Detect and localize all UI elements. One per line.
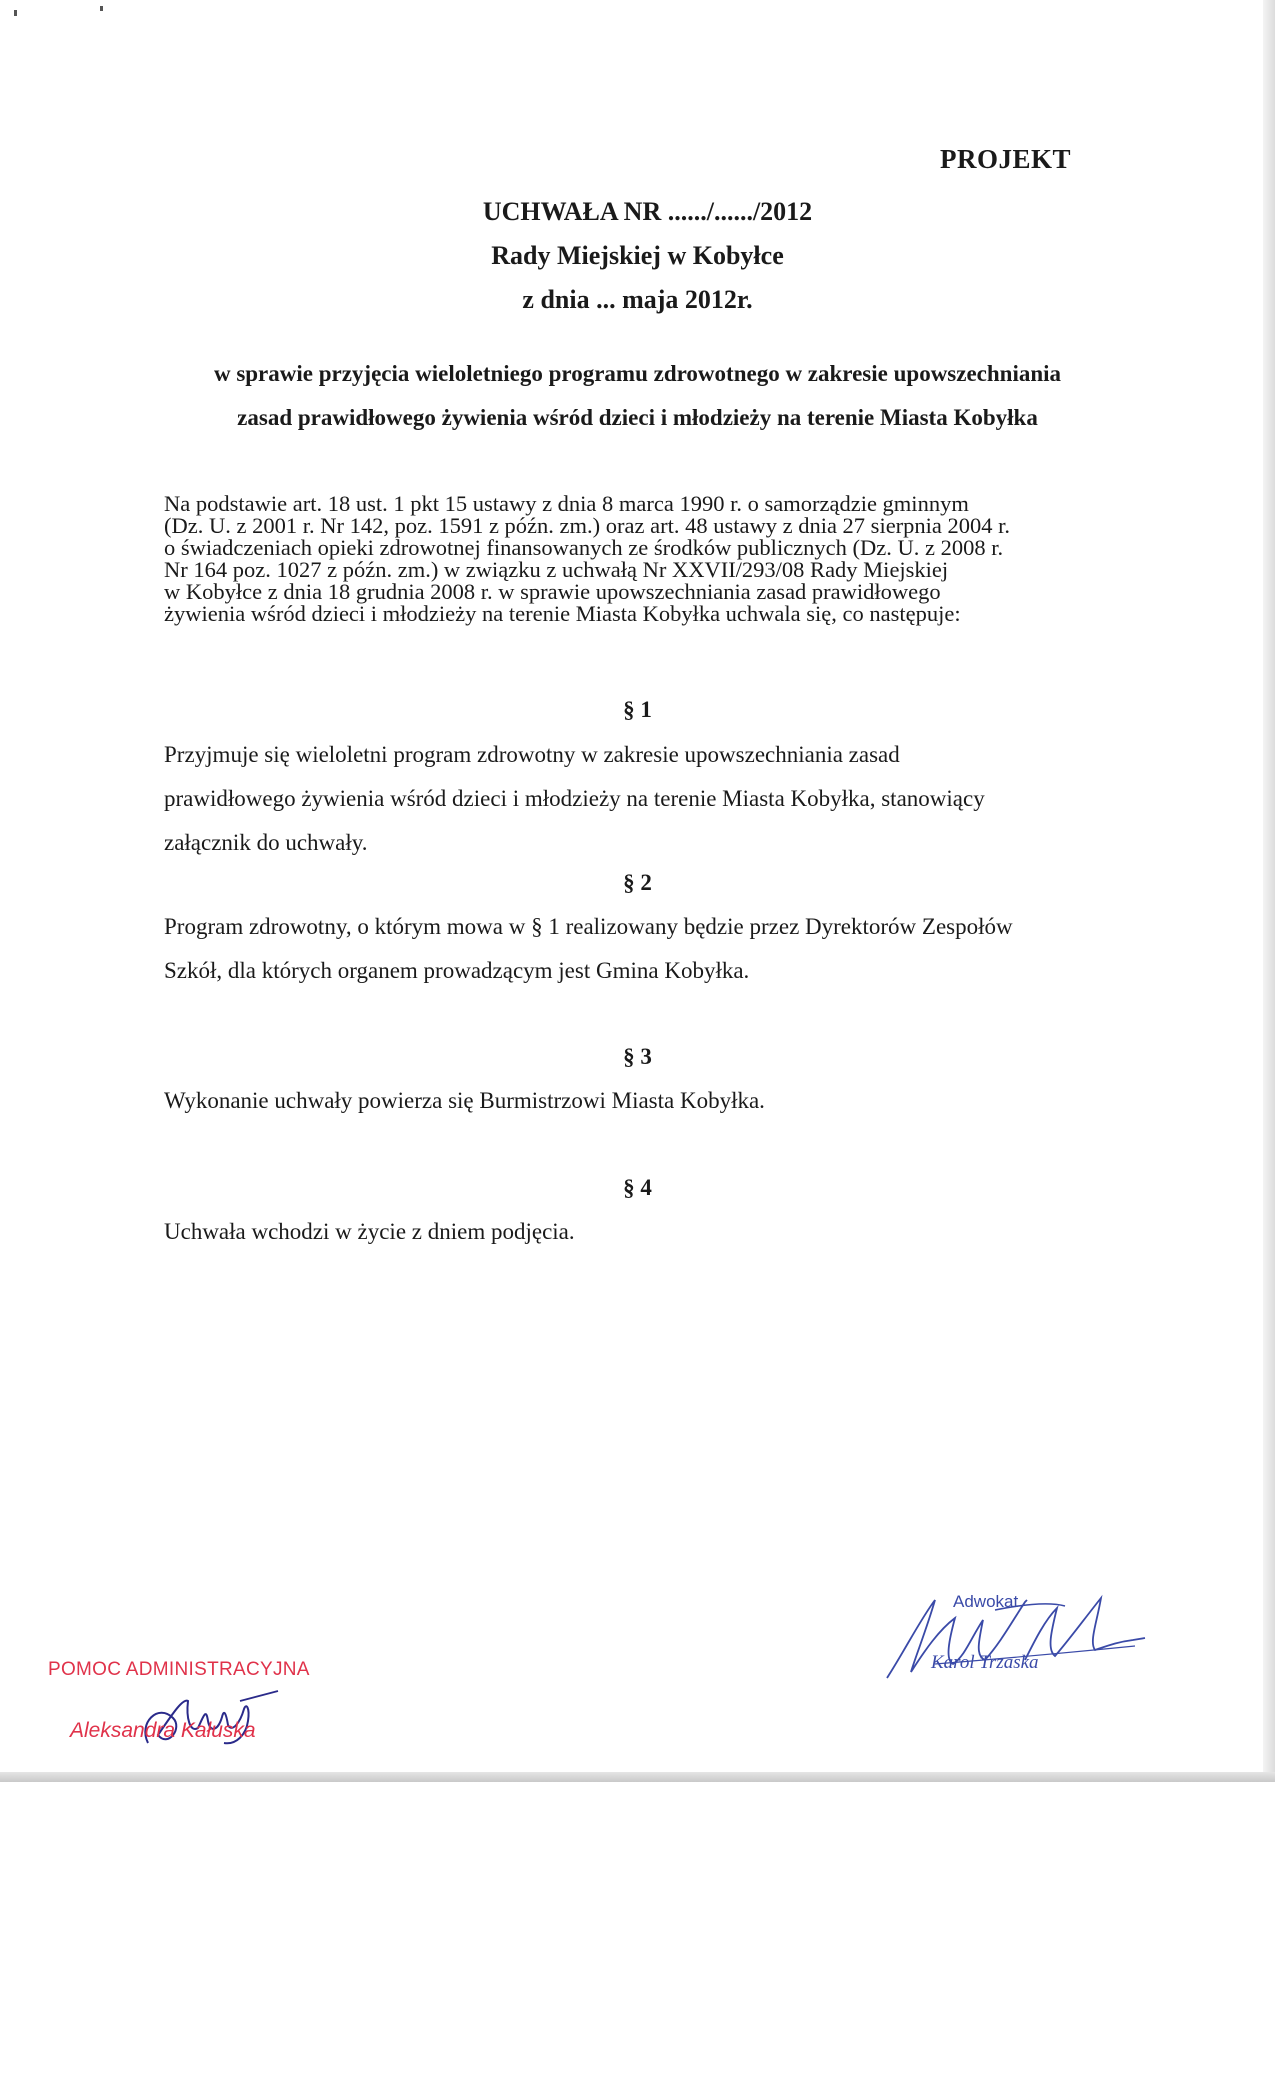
resolution-subject — [140, 352, 1135, 440]
resolution-header — [0, 190, 1275, 322]
resolution-date: z dnia ... maja 2012r. — [522, 285, 753, 314]
legal-basis-line: w Kobyłce z dnia 18 grudnia 2008 r. w sprawie upowszechniania zasad prawidłowego — [164, 579, 941, 604]
section-mark: § 3 — [623, 1044, 652, 1069]
section-body — [164, 1079, 1112, 1123]
subject-line: zasad prawidłowego żywienia wśród dzieci i młodzieży na terenie Miasta Kobyłka — [237, 405, 1038, 430]
resolution-title: UCHWAŁA NR ....../....../2012 — [482, 197, 813, 226]
legal-basis — [164, 493, 1112, 625]
admin-stamp-title: POMOC ADMINISTRACYJNA — [48, 1659, 310, 1680]
section-mark: § 1 — [623, 697, 652, 722]
signature-admin — [128, 1673, 318, 1763]
legal-basis-line: o świadczeniach opieki zdrowotnej finansowanych ze środków publicznych (Dz. U. z 2008 r. — [164, 535, 1004, 560]
section-mark: § 4 — [623, 1175, 652, 1200]
status-label: PROJEKT — [939, 144, 1071, 174]
section-body — [164, 1210, 1112, 1254]
admin-stamp — [48, 1655, 348, 1765]
section-mark: § 2 — [623, 870, 652, 895]
scan-mark — [100, 6, 103, 11]
section-body — [164, 905, 1112, 993]
section-line: Program zdrowotny, o którym mowa w § 1 realizowany będzie przez Dyrektorów Zespołów — [164, 914, 1013, 939]
attorney-stamp — [875, 1580, 1175, 1690]
attorney-stamp-name: Karol Trzaska — [931, 1652, 1039, 1673]
legal-basis-line: Nr 164 poz. 1027 z późn. zm.) w związku z uchwałą Nr XXVII/293/08 Rady Miejskiej — [164, 557, 949, 582]
admin-stamp-name: Aleksandra Kałuska — [70, 1719, 256, 1742]
section-body — [164, 733, 1112, 865]
section-line: załącznik do uchwały. — [164, 830, 368, 855]
legal-basis-line: (Dz. U. z 2001 r. Nr 142, poz. 1591 z późn. zm.) oraz art. 48 ustawy z dnia 27 sierpnia 2004 r. — [164, 513, 1011, 538]
subject-line: w sprawie przyjęcia wieloletniego programu zdrowotnego w zakresie upowszechniania — [213, 361, 1062, 386]
legal-basis-line: Na podstawie art. 18 ust. 1 pkt 15 ustawy z dnia 8 marca 1990 r. o samorządzie gminnym — [164, 491, 969, 516]
attorney-stamp-role: Adwokat — [953, 1592, 1019, 1611]
section-line: Uchwała wchodzi w życie z dniem podjęcia. — [164, 1219, 575, 1244]
section-line: prawidłowego żywienia wśród dzieci i młodzieży na terenie Miasta Kobyłka, stanowiący — [164, 786, 985, 811]
section-line: Szkół, dla których organem prowadzącym jest Gmina Kobyłka. — [164, 958, 750, 983]
section-line: Przyjmuje się wieloletni program zdrowotny w zakresie upowszechniania zasad — [164, 742, 900, 767]
legal-basis-line: żywienia wśród dzieci i młodzieży na terenie Miasta Kobyłka uchwala się, co następuje: — [164, 601, 961, 626]
page-edge-bottom — [0, 1772, 1275, 1782]
scan-mark — [14, 10, 17, 16]
council-name: Rady Miejskiej w Kobyłce — [491, 241, 784, 270]
section-line: Wykonanie uchwały powierza się Burmistrzowi Miasta Kobyłka. — [164, 1088, 765, 1113]
